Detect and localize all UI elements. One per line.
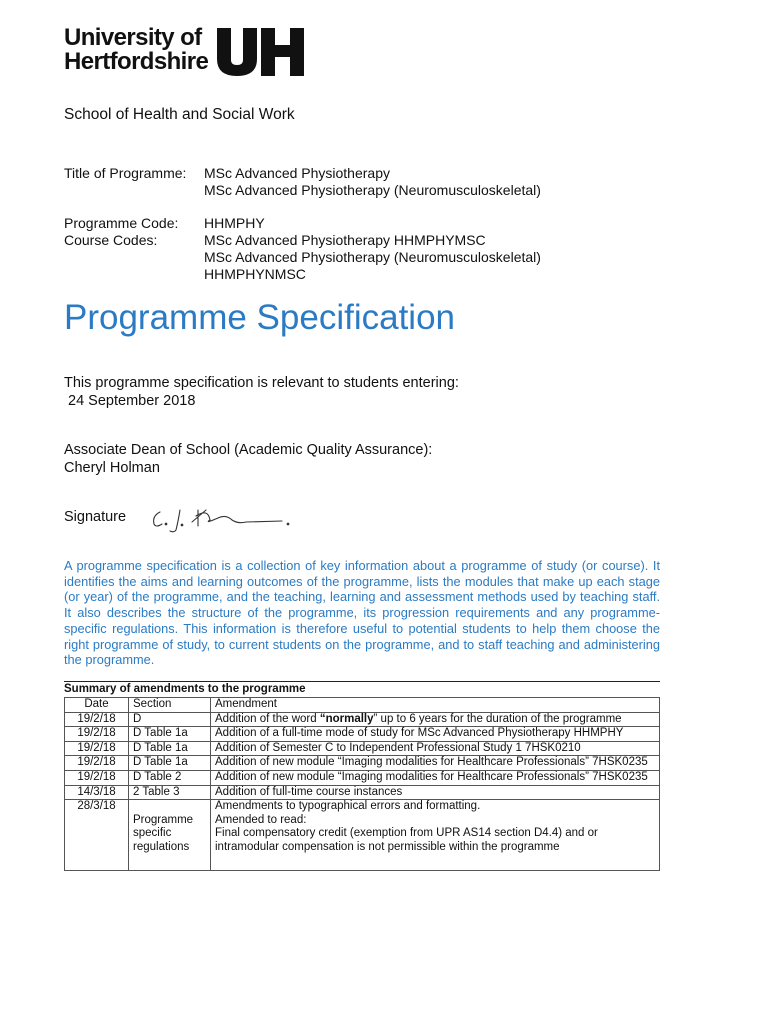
row-section [129,800,211,871]
row-date: 19/2/18 [65,770,129,785]
row-section: D Table 1a [129,756,211,771]
row-section: D Table 2 [129,770,211,785]
amendment-line: Amended to read: [215,813,307,826]
table-row [65,800,660,871]
amendments-table [64,697,660,871]
relevance-text: This programme specification is relevant to students entering: [64,375,459,391]
row-section: 2 Table 3 [129,785,211,800]
programme-title-values [204,165,541,199]
row-amendment: Addition of full-time course instances [211,785,660,800]
programme-title-1: MSc Advanced Physiotherapy [204,165,390,181]
table-row [65,785,660,800]
section-line: Programme [133,813,194,826]
uh-logo-mark-icon [217,28,304,76]
row-section: D Table 1a [129,741,211,756]
logo-wordmark [64,26,208,74]
table-header-row [65,698,660,713]
relevance-statement [64,374,459,410]
row-section: D Table 1a [129,727,211,742]
row-date: 28/3/18 [65,800,129,871]
school-name: School of Health and Social Work [64,106,295,123]
row-date: 19/2/18 [65,756,129,771]
row-date: 19/2/18 [65,712,129,727]
row-date: 19/2/18 [65,727,129,742]
course-codes-values [204,232,541,283]
signature-label: Signature [64,509,127,525]
page-title: Programme Specification [64,298,455,337]
programme-code-label: Programme Code: [64,215,179,231]
row-date: 14/3/18 [65,785,129,800]
amendment-text-part: Addition of the word [215,712,320,725]
programme-specification-description: A programme specification is a collection of key information about a programme of study (or course). It identifies the aims and learning outcomes of the programme, lists the modules that make up each stage (or year) of the programme, and the teaching, learning and assessment methods used by teaching staff. It also describes the structure of the programme, its progression requirements and any programme-specific regulations. This information is therefore useful to potential students to help them choose the right programme of study, to current students on the programme, and to staff teaching and administering the programme. [64,558,660,668]
row-amendment: Addition of new module “Imaging modalities for Healthcare Professionals” 7HSK0235 [211,770,660,785]
section-line: specific [133,827,172,840]
logo-line-2: Hertfordshire [64,48,209,75]
amendment-bold-word: “normally [319,712,374,725]
table-row [65,712,660,727]
section-line: regulations [133,840,190,853]
course-codes-label: Course Codes: [64,232,158,248]
table-row [65,727,660,742]
table-row [65,741,660,756]
programme-code-value: HHMPHY [204,215,265,231]
row-amendment [211,800,660,871]
logo-line-1: University of [64,24,202,51]
row-amendment [211,712,660,727]
programme-title-label: Title of Programme: [64,165,187,181]
row-amendment: Addition of new module “Imaging modalities for Healthcare Professionals” 7HSK0235 [211,756,660,771]
row-section: D [129,712,211,727]
row-amendment: Addition of Semester C to Independent Professional Study 1 7HSK0210 [211,741,660,756]
row-date: 19/2/18 [65,741,129,756]
amendment-line: Final compensatory credit (exemption from UPR AS14 section D4.4) and or intramodular compensation is not permissible within the programme [215,827,598,853]
course-code-3: HHMPHYNMSC [204,266,306,282]
table-row [65,756,660,771]
section-divider [64,681,660,682]
row-amendment: Addition of a full-time mode of study for MSc Advanced Physiotherapy HHMPHY [211,727,660,742]
associate-dean-label: Associate Dean of School (Academic Quality Assurance): [64,442,433,458]
associate-dean-block [64,441,432,477]
course-code-2: MSc Advanced Physiotherapy (Neuromusculoskeletal) [204,249,541,265]
amendment-text-part: ” up to 6 years for the duration of the programme [373,712,622,725]
table-row [65,770,660,785]
programme-title-2: MSc Advanced Physiotherapy (Neuromusculoskeletal) [204,182,541,198]
handwritten-signature-icon [148,502,293,534]
column-header-amendment: Amendment [211,698,660,713]
amendments-title: Summary of amendments to the programme [64,683,306,695]
column-header-date: Date [65,698,129,713]
relevance-date: 24 September 2018 [64,393,196,409]
course-code-1: MSc Advanced Physiotherapy HHMPHYMSC [204,232,486,248]
column-header-section: Section [129,698,211,713]
associate-dean-name: Cheryl Holman [64,460,160,476]
amendment-line: Amendments to typographical errors and formatting. [215,800,481,813]
